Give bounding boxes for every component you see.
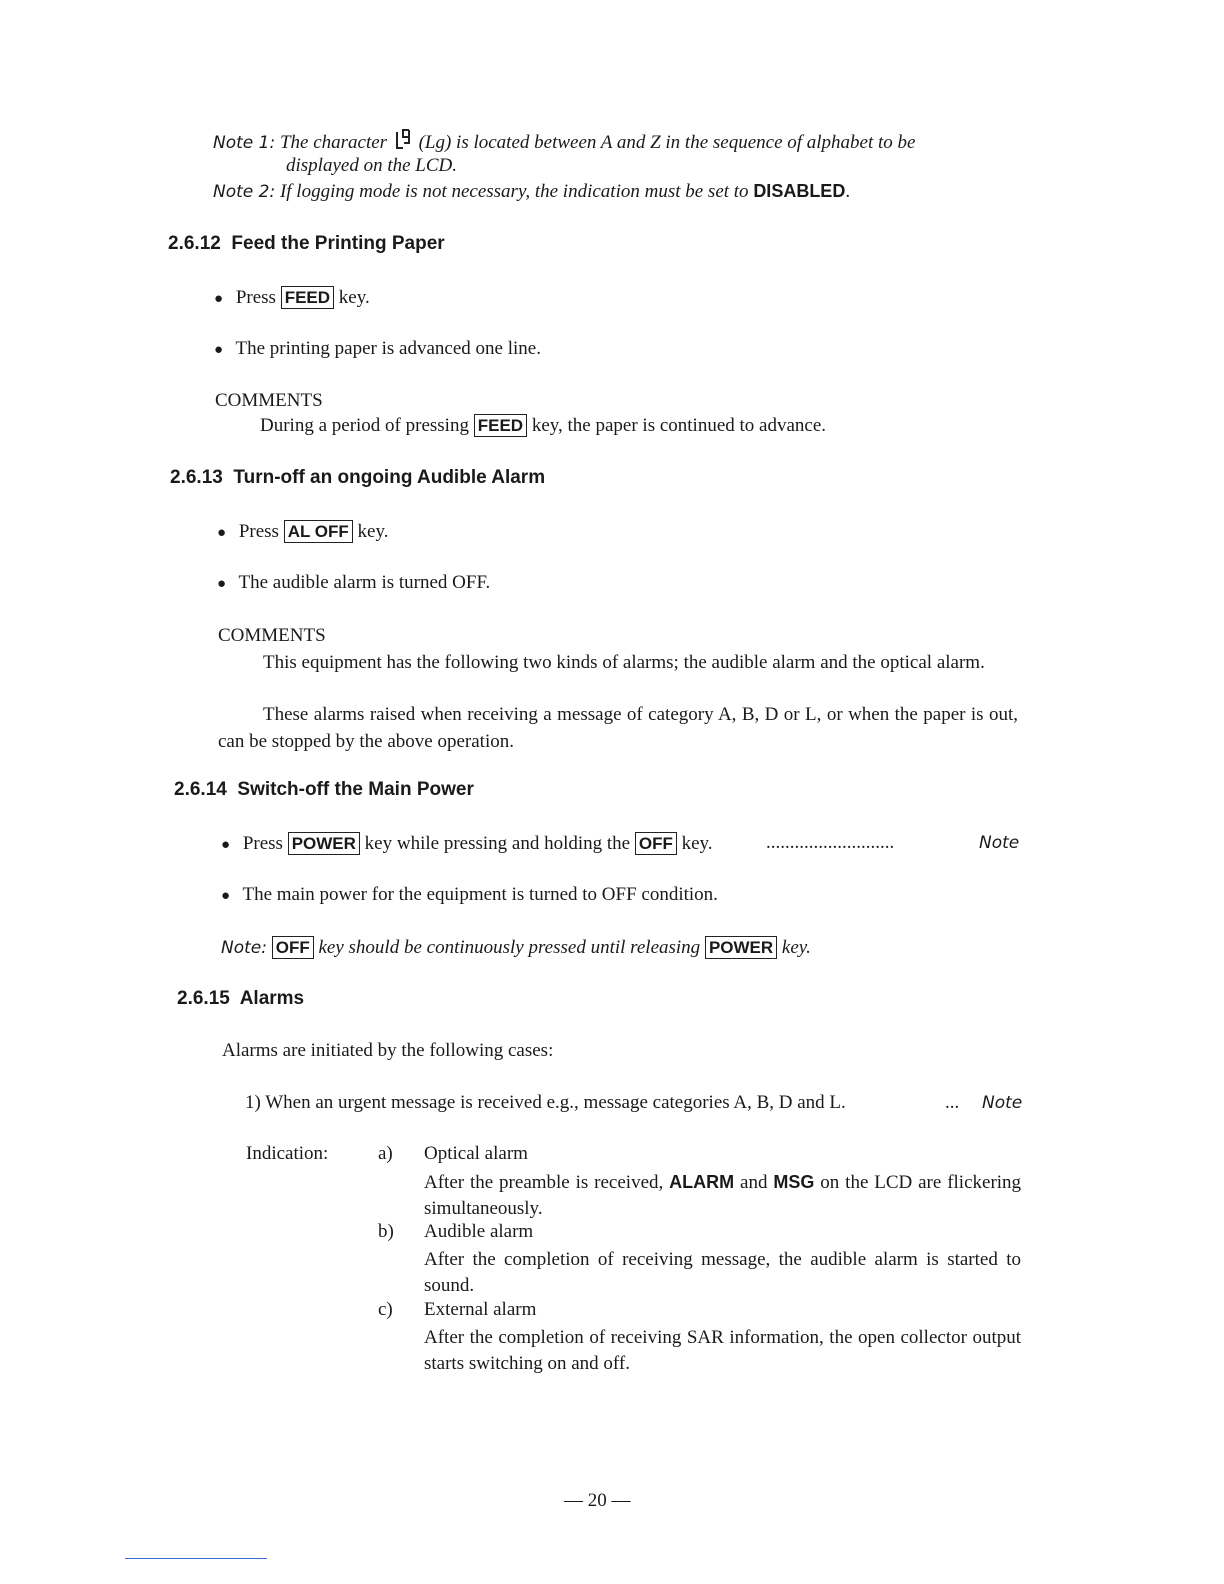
s2614-bullet-1: [221, 832, 713, 855]
bullet-text: Press: [238, 521, 279, 542]
desc-text: on the LCD are flickering simultaneously.: [424, 1172, 1022, 1219]
lg-lcd-glyph-icon: [395, 128, 411, 158]
s2615-case-1-leader: ...: [945, 1092, 960, 1113]
s2613-para-2: These alarms raised when receiving a message of category A, B, D or L, or when the paper is out, can be stopped by the above operation.: [218, 704, 1018, 752]
page-number: — 20 —: [564, 1490, 631, 1511]
item-c-title: External alarm: [424, 1299, 537, 1320]
section-number: 2.6.12: [168, 233, 221, 254]
power-key: POWER: [705, 936, 777, 959]
s2614-note: [221, 936, 811, 959]
msg-keyword: MSG: [773, 1172, 815, 1192]
item-a-desc: [424, 1169, 1021, 1222]
note-1-label: Note 1:: [213, 133, 276, 153]
section-2614-heading: [174, 779, 474, 801]
item-a-letter: a): [378, 1143, 393, 1164]
bullet-text: key while pressing and holding the: [364, 833, 631, 854]
section-number: 2.6.15: [177, 988, 230, 1009]
feed-key: FEED: [474, 414, 527, 437]
bullet-text: key.: [338, 287, 370, 308]
bullet-text: The audible alarm is turned OFF.: [238, 572, 491, 593]
note-text: key.: [781, 937, 811, 958]
comment-text: During a period of pressing: [260, 415, 469, 436]
power-key: POWER: [288, 832, 360, 855]
bullet-text: key.: [357, 521, 389, 542]
item-b-letter: b): [378, 1221, 394, 1242]
indication-label: Indication:: [246, 1143, 329, 1164]
note-1-text-after: (Lg) is located between A and Z in the sequence of alphabet to be: [418, 132, 916, 153]
note-1: [213, 128, 915, 158]
bottom-rule: [125, 1558, 267, 1559]
desc-text: After the preamble is received,: [424, 1172, 664, 1193]
s2613-comments-label: COMMENTS: [218, 625, 326, 646]
bullet-text: Press: [235, 287, 276, 308]
off-key: OFF: [272, 936, 314, 959]
s2612-comment: [260, 414, 826, 437]
section-title: Turn-off an ongoing Audible Alarm: [233, 467, 546, 488]
section-2612-heading: [168, 233, 445, 255]
bullet-icon: ●: [221, 837, 231, 853]
section-title: Alarms: [239, 988, 305, 1009]
bullet-text: Press: [242, 833, 283, 854]
bullet-text: The main power for the equipment is turned to OFF condition.: [242, 884, 718, 905]
s2612-bullet-2: [214, 338, 541, 360]
bullet-icon: ●: [221, 888, 231, 904]
note-2-end: .: [845, 181, 851, 202]
s2615-intro: Alarms are initiated by the following cases:: [222, 1040, 554, 1061]
bullet-text: key.: [681, 833, 713, 854]
bullet-text: The printing paper is advanced one line.: [235, 338, 541, 359]
s2612-comments-label: COMMENTS: [215, 390, 323, 411]
s2615-case-1: 1) When an urgent message is received e.g., message categories A, B, D and L.: [245, 1092, 846, 1113]
s2613-bullet-2: [217, 572, 490, 594]
section-number: 2.6.14: [174, 779, 227, 800]
note-text: key should be continuously pressed until releasing: [318, 937, 701, 958]
item-b-title: Audible alarm: [424, 1221, 534, 1242]
bullet-icon: ●: [214, 291, 224, 307]
section-2615-heading: [177, 988, 304, 1010]
s2614-leader: ...........................: [766, 832, 895, 853]
desc-text: and: [740, 1172, 768, 1193]
al-off-key: AL OFF: [284, 520, 353, 543]
item-a-title: Optical alarm: [424, 1143, 528, 1164]
bullet-icon: ●: [217, 525, 227, 541]
section-2613-heading: [170, 467, 545, 489]
item-c-desc: After the completion of receiving SAR information, the open collector output starts switching on and off.: [424, 1327, 1021, 1374]
item-b-desc: After the completion of receiving message, the audible alarm is started to sound.: [424, 1249, 1021, 1296]
section-title: Switch-off the Main Power: [237, 779, 474, 800]
section-number: 2.6.13: [170, 467, 223, 488]
item-c-letter: c): [378, 1299, 393, 1320]
feed-key: FEED: [281, 286, 334, 309]
alarm-keyword: ALARM: [669, 1172, 735, 1192]
s2613-bullet-1: [217, 520, 388, 543]
s2612-bullet-1: [214, 286, 370, 309]
note-1-line2: displayed on the LCD.: [286, 155, 457, 176]
note-label: Note:: [221, 938, 267, 958]
note-2: [213, 181, 850, 203]
note-1-text-before: The character: [279, 132, 388, 153]
comment-text: key, the paper is continued to advance.: [531, 415, 827, 436]
s2615-case-1-note: Note: [982, 1093, 1023, 1113]
bullet-icon: ●: [217, 576, 227, 592]
bullet-icon: ●: [214, 342, 224, 358]
note-2-label: Note 2:: [213, 182, 276, 202]
s2613-para-1: This equipment has the following two kinds of alarms; the audible alarm and the optical alarm.: [263, 652, 985, 673]
note-2-keyword: DISABLED: [753, 181, 846, 201]
off-key: OFF: [635, 832, 677, 855]
s2614-note-ref: Note: [979, 833, 1020, 853]
s2614-bullet-2: [221, 884, 718, 906]
section-title: Feed the Printing Paper: [231, 233, 445, 254]
note-2-text: If logging mode is not necessary, the indication must be set to: [279, 181, 749, 202]
